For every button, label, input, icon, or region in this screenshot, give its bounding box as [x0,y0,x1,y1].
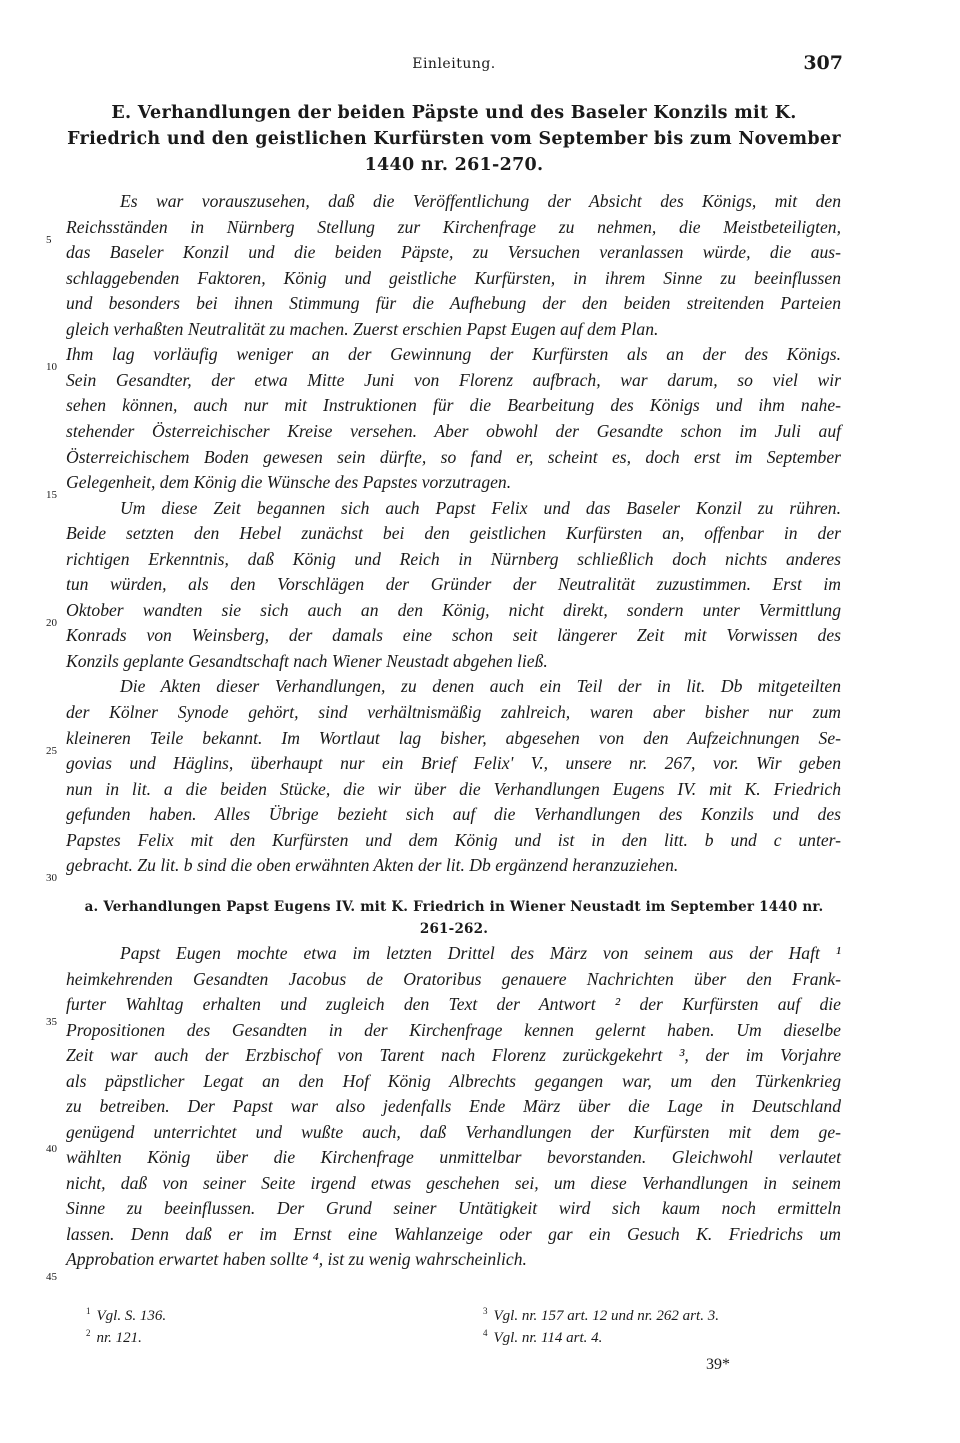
footnote-text: nr. 121. [96,1330,142,1346]
text-line: richtigen Erkenntnis, daß König und Reich in Nürnberg schließlich doch nichts anderes [66,548,841,569]
footnote-1 [86,1306,166,1325]
signature-mark: 39* [706,1356,730,1373]
line-number: 45 [46,1271,57,1283]
footnote-text: Vgl. S. 136. [96,1308,167,1324]
text-line: Beide setzten den Hebel zunächst bei den geistlichen Kurfürsten an, offenbar in der [66,523,841,544]
footnote-4 [483,1328,602,1347]
text-line: govias und Häglins, überhaupt nur ein Brief Felix' V., unsere nr. 267, vor. Wir geben [66,753,841,774]
text-line: Oktober wandten sie sich auch an den König, nicht direkt, sondern unter Vermittlung [66,599,841,620]
text-line: sehen können, auch nur mit Instruktionen für die Bearbeitung des Königs und ihm nahe- [66,395,841,416]
text-line: lassen. Denn daß er im Ernst eine Wahlanzeige oder gar ein Gesuch K. Friedrichs um [66,1223,841,1244]
text-line: Konrads von Weinsberg, der damals eine schon seit längerer Zeit mit Vorwissen des [66,625,841,646]
text-line: genügend unterrichtet und wußte auch, daß Verhandlungen der Kurfürsten mit dem ge- [66,1121,841,1142]
text-line: Sein Gesandter, der etwa Mitte Juni von Florenz aufbrach, war darum, so viel wir [66,369,841,390]
footnote-mark: 2 [86,1328,91,1338]
line-number: 5 [46,234,52,246]
text-line: wählten König über die Kirchenfrage unmittelbar bevorstanden. Gleichwohl verlautet [66,1147,841,1167]
footnote-2 [86,1328,142,1347]
text-line: nun in lit. a die beiden Stücke, die wir über die Verhandlungen Eugens IV. mit K. Friedrich [66,778,841,799]
text-line: Ihm lag vorläufig weniger an der Gewinnung der Kurfürsten als an der des Königs. [66,344,841,365]
text-line: Sinne zu beeinflussen. Der Grund seiner Untätigkeit wird sich kaum noch ermitteln [66,1198,841,1218]
text-line: Reichsständen in Nürnberg Stellung zur Kirchenfrage zu nehmen, die Meistbeteiligten, [66,216,841,237]
text-line: Zeit war auch der Erzbischof von Tarent nach Florenz zurückgekehrt ³, der im Vorjahre [66,1045,841,1065]
footnote-mark: 3 [483,1306,488,1316]
line-number: 35 [46,1016,57,1028]
text-line: Konzils geplante Gesandtschaft nach Wiener Neustadt abgehen ließ. [66,650,548,671]
text-line: als päpstlicher Legat an den Hof König Albrechts gegangen war, um den Türkenkrieg [66,1070,841,1091]
text-line: schlaggebenden Faktoren, König und geistliche Kurfürsten, in ihrem Sinne zu beeinflussen [66,267,841,288]
text-line: nicht, daß von seiner Seite irgend etwas geschehen sei, um diese Verhandlungen in seinem [66,1172,841,1193]
text-line: der Kölner Synode gehört, sind verhältnismäßig zahlreich, waren aber bisher nur zum [66,702,841,722]
text-line: gleich verhaßten Neutralität zu machen. Zuerst erschien Papst Eugen auf dem Plan. [66,318,659,339]
text-line: furter Wahltag erhalten und zugleich den Text der Antwort ² der Kurfürsten auf die [66,994,841,1014]
text-line: Approbation erwartet haben sollte ⁴, ist zu wenig wahrscheinlich. [66,1249,527,1269]
text-line: Papst Eugen mochte etwa im letzten Drittel des März von seinem aus der Haft ¹ [120,943,841,963]
footnote-mark: 1 [86,1306,91,1316]
text-line: Gelegenheit, dem König die Wünsche des Papstes vorzutragen. [66,472,512,493]
line-number: 25 [46,745,57,757]
text-line: stehender Österreichischer Kreise versehen. Aber obwohl der Gesandte schon im Juli auf [66,420,841,441]
footnote-text: Vgl. nr. 157 art. 12 und nr. 262 art. 3. [493,1308,719,1324]
running-head [65,52,843,78]
text-line: Papstes Felix mit den Kurfürsten und dem König und ist in den litt. b und c unter- [66,829,841,850]
text-line: zu betreiben. Der Papst war also jedenfalls Ende März über die Lage in Deutschland [66,1096,841,1116]
text-line: Die Akten dieser Verhandlungen, zu denen auch ein Teil der in lit. Db mitgeteilten [120,676,841,697]
line-number: 20 [46,617,57,629]
text-line: tun würden, als den Vorschlägen der Gründer der Neutralität zuzustimmen. Erst im [66,574,841,595]
page-number: 307 [803,52,843,74]
subsection-heading: a. Verhandlungen Papst Eugens IV. mit K. Friedrich in Wiener Neustadt im September 1440 nr. 261-262. [84,899,824,937]
text-line: heimkehrenden Gesandten Jacobus de Oratoribus genauere Nachrichten über den Frank- [66,968,841,989]
line-number: 40 [46,1143,57,1155]
text-line: und besonders bei ihnen Stimmung für die Aufhebung der den beiden streitenden Parteien [66,293,841,314]
line-number: 10 [46,361,57,373]
footnote-mark: 4 [483,1328,488,1338]
text-line: das Baseler Konzil und die beiden Päpste, zu Versuchen veranlassen würde, die aus- [66,242,841,263]
text-line: Es war vorauszusehen, daß die Veröffentlichung der Absicht des Königs, mit den [120,191,841,211]
footnote-3 [483,1306,719,1325]
text-line: gefunden haben. Alles Übrige bezieht sich auf die Verhandlungen des Konzils und des [66,804,841,825]
running-head-title: Einleitung. [412,56,496,72]
text-line: kleineren Teile bekannt. Im Wortlaut lag bisher, abgesehen von den Aufzeichnungen Se- [66,727,841,748]
line-number: 30 [46,872,57,884]
text-line: Um diese Zeit begannen sich auch Papst Felix und das Baseler Konzil zu rühren. [120,497,841,518]
text-line: Propositionen des Gesandten in der Kirchenfrage kennen gelernt haben. Um dieselbe [66,1019,841,1040]
text-line: Österreichischem Boden gewesen sein dürfte, so fand er, scheint es, doch erst im September [66,446,841,467]
footnote-text: Vgl. nr. 114 art. 4. [493,1330,603,1346]
text-line: gebracht. Zu lit. b sind die oben erwähnten Akten der lit. Db ergänzend heranzuziehen. [66,855,679,876]
section-heading: E. Verhandlungen der beiden Päpste und des Baseler Konzils mit K. Friedrich und den geistlichen Kurfürsten vom September bis zum November 1440 nr. 261-270. [67,103,841,175]
line-number: 15 [46,489,57,501]
